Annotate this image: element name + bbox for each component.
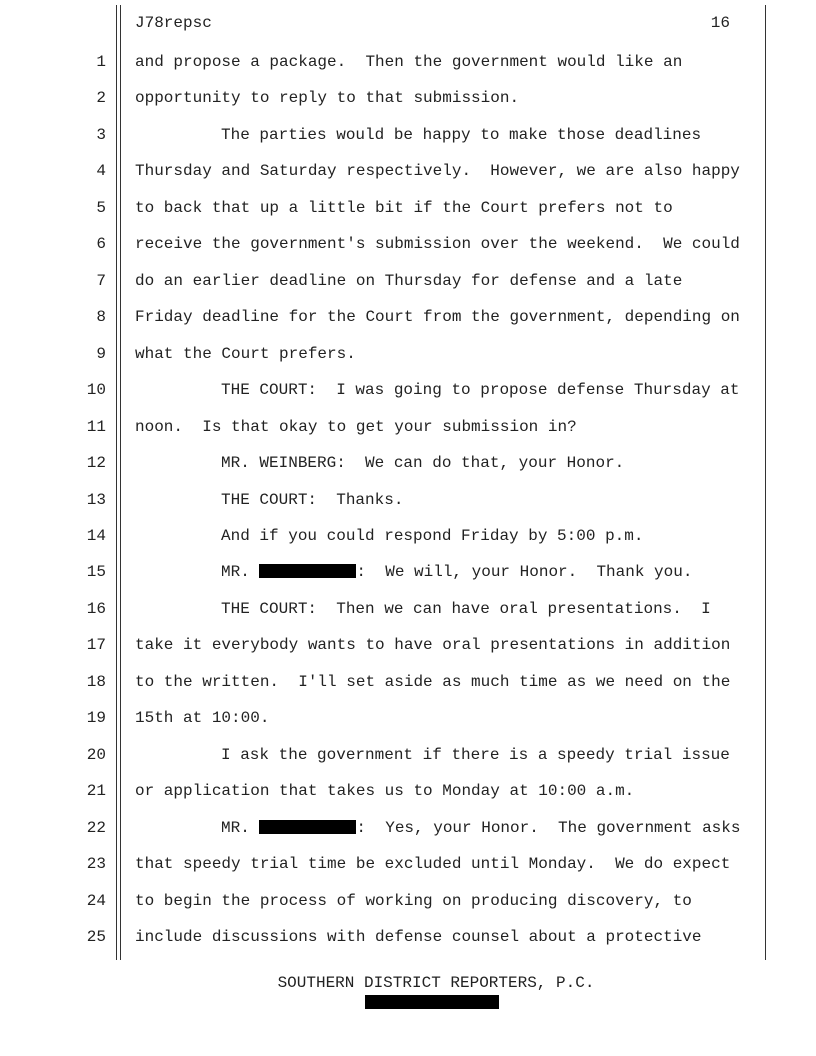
line-number: 11 xyxy=(86,417,106,436)
line-text xyxy=(221,818,740,838)
line-number: 20 xyxy=(86,745,106,764)
line-number: 13 xyxy=(86,490,106,509)
reporter-footer: SOUTHERN DISTRICT REPORTERS, P.C. xyxy=(277,974,595,992)
transcript-line xyxy=(0,891,816,911)
redaction-box xyxy=(365,995,499,1009)
line-text: I ask the government if there is a speedy trial issue xyxy=(221,745,730,764)
line-number: 1 xyxy=(96,53,106,71)
transcript-line xyxy=(0,562,816,582)
transcript-line xyxy=(0,526,816,546)
transcript-line xyxy=(0,927,816,947)
line-text: do an earlier deadline on Thursday for defense and a late xyxy=(135,271,683,290)
line-number: 2 xyxy=(96,89,106,108)
transcript-line xyxy=(0,198,816,218)
speaker-text: : We will, your Honor. Thank you. xyxy=(356,563,693,582)
transcript-line xyxy=(0,708,816,728)
line-text: THE COURT: I was going to propose defense Thursday at xyxy=(221,381,740,400)
line-text: The parties would be happy to make those deadlines xyxy=(221,125,702,144)
line-text: MR. WEINBERG: We can do that, your Honor. xyxy=(221,454,625,473)
line-text: THE COURT: Thanks. xyxy=(221,490,404,509)
line-number: 22 xyxy=(86,818,106,837)
line-number: 25 xyxy=(86,928,106,947)
case-code: J78repsc xyxy=(135,14,212,32)
line-text: to begin the process of working on producing discovery, to xyxy=(135,891,692,910)
line-text: noon. Is that okay to get your submission in? xyxy=(135,417,577,436)
line-number: 3 xyxy=(96,125,106,144)
line-text: Thursday and Saturday respectively. However, we are also happy xyxy=(135,162,740,181)
transcript-line xyxy=(0,854,816,874)
line-number: 9 xyxy=(96,344,106,363)
line-number: 23 xyxy=(86,855,106,874)
line-number: 24 xyxy=(86,891,106,910)
transcript-line xyxy=(0,344,816,364)
line-number: 16 xyxy=(86,599,106,618)
line-number: 4 xyxy=(96,162,106,181)
speaker-prefix: MR. xyxy=(221,563,260,582)
speaker-prefix: MR. xyxy=(221,818,260,837)
transcript-line xyxy=(0,781,816,801)
transcript-line xyxy=(0,307,816,327)
line-number: 15 xyxy=(86,563,106,582)
line-text: to back that up a little bit if the Court prefers not to xyxy=(135,198,673,217)
line-number: 17 xyxy=(86,636,106,655)
transcript-line xyxy=(0,599,816,619)
transcript-line xyxy=(0,52,816,72)
line-number: 12 xyxy=(86,454,106,473)
line-text: to the written. I'll set aside as much time as we need on the xyxy=(135,672,731,691)
transcript-line xyxy=(0,818,816,838)
transcript-line xyxy=(0,271,816,291)
line-text: include discussions with defense counsel about a protective xyxy=(135,928,702,947)
transcript-line xyxy=(0,635,816,655)
line-text: or application that takes us to Monday at 10:00 a.m. xyxy=(135,782,635,801)
line-text xyxy=(221,562,692,582)
page-number: 16 xyxy=(710,14,730,32)
redaction-box xyxy=(259,820,356,834)
line-number: 5 xyxy=(96,198,106,217)
transcript-line xyxy=(0,234,816,254)
line-number: 18 xyxy=(86,672,106,691)
transcript-line xyxy=(0,745,816,765)
line-number: 8 xyxy=(96,308,106,327)
line-text: And if you could respond Friday by 5:00 p.m. xyxy=(221,526,644,545)
line-text: receive the government's submission over the weekend. We could xyxy=(135,235,740,254)
transcript-line xyxy=(0,490,816,510)
transcript-line xyxy=(0,380,816,400)
redaction-box xyxy=(259,564,356,578)
line-text: that speedy trial time be excluded until Monday. We do expect xyxy=(135,855,731,874)
transcript-line xyxy=(0,453,816,473)
line-text: 15th at 10:00. xyxy=(135,709,270,728)
line-text: THE COURT: Then we can have oral presentations. I xyxy=(221,599,711,618)
transcript-line xyxy=(0,417,816,437)
transcript-line xyxy=(0,161,816,181)
line-text: opportunity to reply to that submission. xyxy=(135,89,520,108)
transcript-line xyxy=(0,88,816,108)
line-number: 19 xyxy=(86,709,106,728)
line-number: 21 xyxy=(86,782,106,801)
line-text: take it everybody wants to have oral presentations in addition xyxy=(135,636,731,655)
line-number: 14 xyxy=(86,526,106,545)
line-text: Friday deadline for the Court from the government, depending on xyxy=(135,308,740,327)
line-number: 10 xyxy=(86,381,106,400)
line-number: 7 xyxy=(96,271,106,290)
speaker-text: : Yes, your Honor. The government asks xyxy=(356,818,741,837)
transcript-line xyxy=(0,125,816,145)
line-text: and propose a package. Then the government would like an xyxy=(135,53,683,71)
line-text: what the Court prefers. xyxy=(135,344,356,363)
transcript-line xyxy=(0,672,816,692)
line-number: 6 xyxy=(96,235,106,254)
